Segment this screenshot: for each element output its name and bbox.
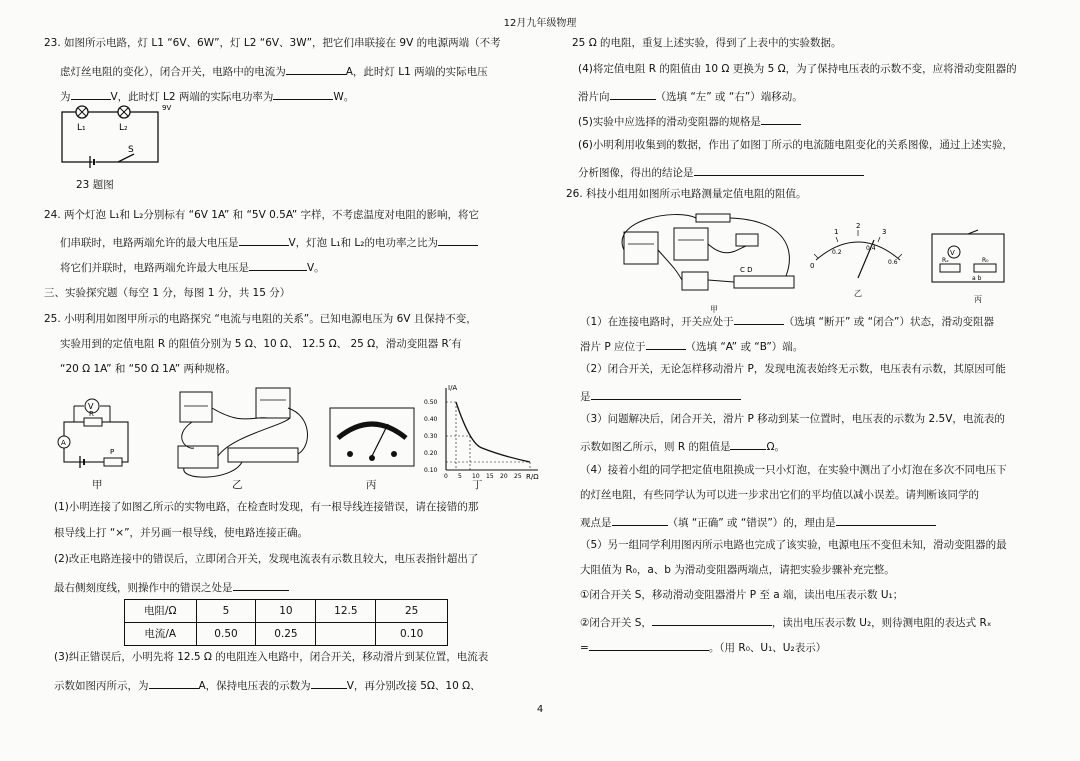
- q25-graph-ylabel: I/A: [448, 384, 458, 392]
- q26-meter-1: 1: [834, 228, 839, 236]
- graph-curve: [456, 402, 530, 462]
- q25-cont-line1: 25 Ω 的电阻，重复上述实验，得到了上表中的实验数据。: [572, 37, 842, 49]
- q25-p3-line2: [54, 678, 481, 692]
- q25-blank-error[interactable]: [233, 580, 289, 591]
- q26-blank-fault-cause[interactable]: [591, 389, 741, 400]
- q26-step3-b: 。（用 R₀、U₁、U₂表示）: [708, 642, 827, 654]
- q26-blank-slider-end[interactable]: [646, 339, 686, 350]
- q24-line3-b: V。: [307, 262, 325, 274]
- graph-ytick-label: 0.30: [424, 433, 438, 440]
- table-cell: 12.5: [316, 600, 376, 623]
- q24-line2-b: V，灯泡 L₁和 L₂的电功率之比为: [288, 237, 438, 249]
- graph-ytick-label: 0.10: [424, 467, 438, 474]
- q26-ammeter-yi: [808, 220, 908, 286]
- q23-blank-current[interactable]: [286, 64, 346, 75]
- graph-ytick-label: 0.50: [424, 399, 438, 406]
- q26-circuit-bing: [928, 230, 1012, 290]
- table-cell[interactable]: [316, 623, 376, 646]
- q26-p5-line2: 大阻值为 R₀，a、b 为滑动变阻器两端点，请把实验步骤补充完整。: [580, 564, 895, 576]
- q23-line2-b: A，此时灯 L1 两端的实际电压: [345, 66, 488, 78]
- q25-p3-line2-a: 示数如图丙所示，为: [54, 680, 149, 692]
- table-cell: 0.10: [376, 623, 448, 646]
- q25-blank-ammeter[interactable]: [149, 678, 199, 689]
- q25-graph-xlabel: R/Ω: [526, 473, 539, 481]
- q23-line3-c: W。: [333, 91, 355, 103]
- q26-p3-line1: （3）问题解决后，闭合开关，滑片 P 移动到某一位置时，电压表的示数为 2.5V，电流表的: [580, 413, 1005, 425]
- table-cell: 10: [256, 600, 316, 623]
- q26-blank-expression[interactable]: [589, 640, 709, 651]
- q26-meter-06: 0.6: [888, 259, 898, 266]
- q25-p6-line2: [578, 165, 864, 179]
- table-cell: 电阻/Ω: [125, 600, 197, 623]
- q25-label-bing: 丙: [366, 479, 377, 491]
- table-cell: 0.50: [196, 623, 256, 646]
- q24-line3: [60, 260, 325, 274]
- q26-step2: [580, 615, 991, 629]
- q26-physical-circuit-jia: [616, 210, 802, 304]
- q25-blank-voltmeter[interactable]: [311, 678, 347, 689]
- q23-label-l1: L₁: [77, 123, 86, 133]
- q26-label-cd: C D: [740, 266, 753, 274]
- graph-xtick-label: 5: [458, 473, 462, 480]
- q25-p1-line1: (1)小明连接了如图乙所示的实物电路，在检查时发现，有一根导线连接错误，请在接错的那: [54, 501, 479, 513]
- q24-line2-a: 们串联时，电路两端允许的最大电压是: [60, 237, 239, 249]
- table-cell: 5: [196, 600, 256, 623]
- q23-caption: 23 题图: [76, 179, 114, 191]
- q26-blank-switch-state[interactable]: [734, 314, 784, 325]
- q26-p3-line2-b: Ω。: [766, 441, 786, 453]
- q26-step1: ①闭合开关 S，移动滑动变阻器滑片 P 至 a 端，读出电压表示数 U₁；: [580, 589, 904, 601]
- q26-p3-line2-a: 示数如图乙所示，则 R 的阻值是: [580, 441, 731, 453]
- q23-blank-power[interactable]: [273, 89, 333, 100]
- q26-label-bing: 丙: [974, 295, 982, 304]
- q26-blank-opinion[interactable]: [612, 515, 668, 526]
- q23-line3-a: 为: [60, 91, 71, 103]
- q26-p4-line3-b: （填 “正确” 或 “错误”）的，理由是: [667, 517, 836, 529]
- q23-label-l2: L₂: [119, 123, 128, 133]
- q25-p4-line2-b: （选填 “左” 或 “右”）端移动。: [655, 91, 803, 103]
- q26-meter-0: 0: [810, 262, 815, 270]
- q25-graph-ding: [422, 384, 546, 480]
- q26-p2-line2: [580, 389, 741, 403]
- q25-p1-line2: 根导线上打 “×”，并另画一根导线，使电路连接正确。: [54, 527, 309, 539]
- q25-jia-v-label: V: [88, 402, 94, 411]
- q23-line3-b: V，此时灯 L2 两端的实际电功率为: [110, 91, 274, 103]
- q26-p1-line1: [580, 314, 994, 328]
- q26-bing-v-label: V: [950, 249, 955, 257]
- q24-blank-parallel-voltage[interactable]: [249, 260, 307, 271]
- q26-label-ab: a b: [972, 275, 982, 282]
- q25-p2-line1: (2)改正电路连接中的错误后，立即闭合开关，发现电流表有示数且较大，电压表指针超出了: [54, 553, 479, 565]
- q26-meter-02: 0.2: [832, 249, 842, 256]
- q25-p6-line1: (6)小明利用收集到的数据，作出了如图丁所示的电流随电阻变化的关系图像，通过上述实验，: [578, 139, 1013, 151]
- q25-p2-line2-a: 最右侧刻度线，则操作中的错误之处是: [54, 582, 233, 594]
- graph-xtick-label: 15: [486, 473, 494, 480]
- q26-title: 26. 科技小组用如图所示电路测量定值电阻的阻值。: [566, 188, 807, 200]
- q26-p4-line3: [580, 515, 936, 529]
- q25-p4-line1: (4)将定值电阻 R 的阻值由 10 Ω 更换为 5 Ω，为了保持电压表的示数不变，应将滑动变阻器的: [578, 63, 1017, 75]
- q25-line3: “20 Ω 1A” 和 “50 Ω 1A” 两种规格。: [60, 363, 237, 375]
- q24-blank-power-ratio[interactable]: [438, 235, 478, 246]
- q24-blank-series-voltage[interactable]: [239, 235, 289, 246]
- q25-p3-line2-b: A，保持电压表的示数为: [198, 680, 311, 692]
- q23-circuit-diagram: [58, 106, 178, 168]
- q24-line1: 24. 两个灯泡 L₁和 L₂分别标有 “6V 1A” 和 “5V 0.5A” 字样，不考虑温度对电阻的影响，将它: [44, 209, 479, 221]
- q23-blank-voltage[interactable]: [71, 89, 111, 100]
- q26-label-jia: 甲: [710, 305, 718, 314]
- q25-physical-circuit-yi: [172, 386, 322, 486]
- graph-xtick-label: 20: [500, 473, 508, 480]
- q25-label-ding: 丁: [472, 479, 483, 491]
- table-cell: 电流/A: [125, 623, 197, 646]
- q26-blank-resistance[interactable]: [730, 439, 766, 450]
- q26-blank-reason[interactable]: [836, 515, 936, 526]
- q26-p1-line2: [580, 339, 803, 353]
- q26-p4-line3-a: 观点是: [580, 517, 612, 529]
- q25-ammeter-bing: [328, 406, 416, 468]
- q26-p1-line1-b: （选填 “断开” 或 “闭合”）状态，滑动变阻器: [783, 316, 994, 328]
- table-cell: 0.25: [256, 623, 316, 646]
- q23-line2-a: 虑灯丝电阻的变化），闭合开关，电路中的电流为: [60, 66, 286, 78]
- q25-jia-r-label: R: [89, 410, 94, 418]
- page-number: 4: [536, 704, 544, 715]
- q25-line1: 25. 小明利用如图甲所示的电路探究 “电流与电阻的关系”。已知电源电压为 6V 且保持不变，: [44, 313, 477, 325]
- q25-p4-line2: [578, 89, 803, 103]
- q23-line3: [60, 89, 354, 103]
- graph-xticks: [444, 473, 522, 480]
- graph-ytick-label: 0.40: [424, 416, 438, 423]
- q25-p4-line2-a: 滑片向: [578, 91, 610, 103]
- q26-step2-a: ②闭合开关 S，: [580, 617, 652, 629]
- q25-p3-line2-c: V，再分别改接 5Ω、10 Ω、: [346, 680, 481, 692]
- table-cell: 25: [376, 600, 448, 623]
- q26-meter-3: 3: [882, 228, 887, 236]
- q25-jia-p-label: P: [110, 448, 115, 456]
- q25-p3-line1: (3)纠正错误后，小明先将 12.5 Ω 的电阻连入电路中，闭合开关，移动滑片到某位置，电流表: [54, 651, 489, 663]
- q26-meter-2: 2: [856, 222, 861, 230]
- q26-label-rx: Rₓ: [942, 257, 949, 264]
- q26-p4-line1: （4）接着小组的同学把定值电阻换成一只小灯泡，在实验中测出了小灯泡在多次不同电压下: [580, 464, 1007, 476]
- q25-p5-line1: [578, 114, 801, 128]
- q26-p1-line2-b: （选填 “A” 或 “B”）端。: [685, 341, 804, 353]
- graph-xtick-label: 25: [514, 473, 522, 480]
- table-row: [125, 623, 448, 646]
- q25-blank-rheostat[interactable]: [761, 114, 801, 125]
- q25-blank-conclusion[interactable]: [694, 165, 864, 176]
- q26-blank-step2[interactable]: [652, 615, 772, 626]
- q26-p1-line1-a: （1）在连接电路时，开关应处于: [580, 316, 734, 328]
- q26-step2-b: ，读出电压表示数 U₂，则待测电阻的表达式 Rₓ: [771, 617, 992, 629]
- q26-step3-a: =: [580, 642, 589, 654]
- q25-data-table: [124, 599, 448, 646]
- graph-ytick-label: 0.20: [424, 450, 438, 457]
- q23-line1: 23. 如图所示电路，灯 L1 “6V、6W”，灯 L2 “6V、3W”，把它们串联接在 9V 的电源两端（不考: [44, 37, 501, 49]
- q26-label-r0: R₀: [982, 257, 989, 264]
- table-row: [125, 600, 448, 623]
- q24-line2: [60, 235, 478, 249]
- page-header: 12月九年级物理: [503, 18, 577, 29]
- q23-line2: [60, 64, 488, 78]
- q23-label-s: S: [128, 145, 134, 155]
- q23-label-9v: 9V: [162, 104, 172, 112]
- q25-label-jia: 甲: [92, 479, 103, 491]
- q26-p2-line2-a: 是: [580, 391, 591, 403]
- q25-p6-line2-a: 分析图像，得出的结论是: [578, 167, 694, 179]
- q26-label-yi: 乙: [854, 289, 862, 298]
- graph-xtick-label: 10: [472, 473, 480, 480]
- q25-jia-a-label: A: [61, 439, 66, 447]
- q26-step3: [580, 640, 826, 654]
- q26-meter-04: 0.4: [866, 245, 876, 252]
- q25-label-yi: 乙: [232, 479, 243, 491]
- q25-p2-line2: [54, 580, 289, 594]
- q24-line3-a: 将它们并联时，电路两端允许最大电压是: [60, 262, 249, 274]
- q25-blank-direction[interactable]: [610, 89, 656, 100]
- q26-p2-line1: （2）闭合开关，无论怎样移动滑片 P，发现电流表始终无示数，电压表有示数，其原因可能: [580, 363, 1006, 375]
- q26-p5-line1: （5）另一组同学利用图丙所示电路也完成了该实验，电源电压不变但未知，滑动变阻器的最: [580, 539, 1007, 551]
- q25-line2: 实验用到的定值电阻 R 的阻值分别为 5 Ω、10 Ω、 12.5 Ω、 25 Ω，滑动变阻器 R′有: [60, 338, 462, 350]
- q25-circuit-jia: [54, 398, 144, 478]
- q26-p1-line2-a: 滑片 P 应位于: [580, 341, 646, 353]
- graph-xtick-label: 0: [444, 473, 448, 480]
- q25-p5-line1-a: (5)实验中应选择的滑动变阻器的规格是: [578, 116, 761, 128]
- section3-heading: 三、实验探究题（每空 1 分，每图 1 分，共 15 分）: [44, 287, 291, 299]
- graph-yticks: [424, 399, 438, 474]
- q26-p3-line2: [580, 439, 785, 453]
- q26-p4-line2: 的灯丝电阻，有些同学认为可以进一步求出它们的平均值以减小误差。请判断该同学的: [580, 489, 979, 501]
